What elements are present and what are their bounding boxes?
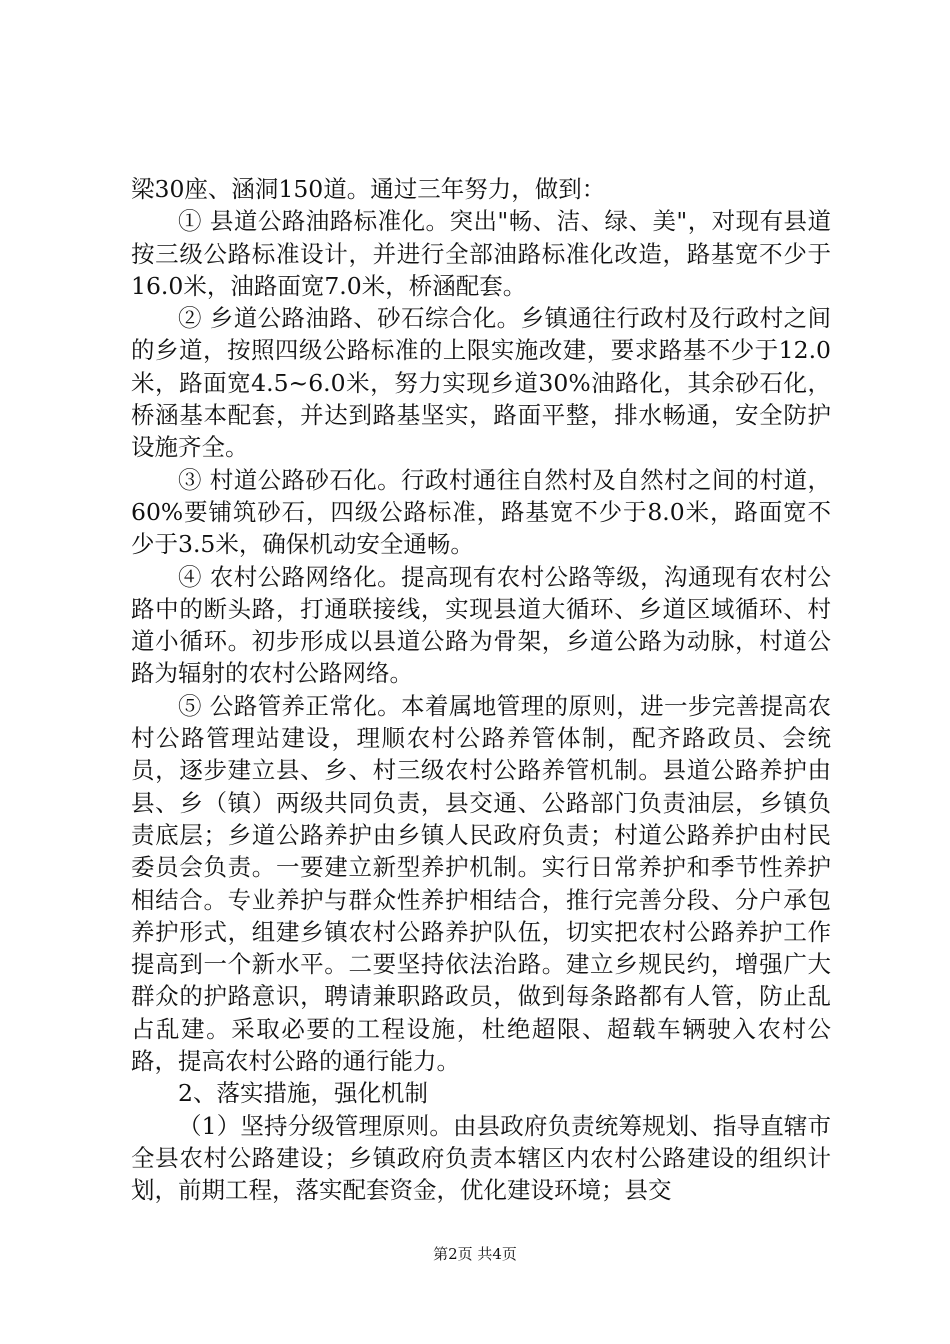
paragraph-item-5: ⑤ 公路管养正常化。本着属地管理的原则，进一步完善提高农村公路管理站建设，理顺农村公路养管体制，配齐路政员、会统员，逐步建立县、乡、村三级农村公路养管机制。县道公路养护由县、乡（镇）两级共同负责，县交通、公路部门负责油层，乡镇负责底层；乡道公路养护由乡镇人民政府负责；村道公路养护由村民委员会负责。一要建立新型养护机制。实行日常养护和季节性养护相结合。专业养护与群众性养护相结合，推行完善分段、分户承包养护形式，组建乡镇农村公路养护队伍，切实把农村公路养护工作提高到一个新水平。二要坚持依法治路。建立乡规民约，增强广大群众的护路意识，聘请兼职路政员，做到每条路都有人管，防止乱占乱建。采取必要的工程设施，杜绝超限、超载车辆驶入农村公路，提高农村公路的通行能力。 (131, 691, 831, 1076)
paragraph-subsection-1: （1）坚持分级管理原则。由县政府负责统筹规划、指导直辖市全县农村公路建设；乡镇政府负责本辖区内农村公路建设的组织计划，前期工程，落实配套资金，优化建设环境；县交 (131, 1111, 831, 1205)
document-body (131, 173, 831, 1207)
section-heading: 2、落实措施，强化机制 (178, 1079, 428, 1108)
page-number-footer: 第2页 共4页 (433, 1245, 517, 1263)
paragraph-item-4: ④ 农村公路网络化。提高现有农村公路等级，沟通现有农村公路中的断头路，打通联接线，实现县道大循环、乡道区域循环、村道小循环。初步形成以县道公路为骨架，乡道公路为动脉，村道公路为辐射的农村公路网络。 (131, 562, 831, 688)
paragraph-continuation: 梁30座、涵洞150道。通过三年努力，做到： (131, 175, 606, 203)
paragraph-item-3: ③ 村道公路砂石化。行政村通往自然村及自然村之间的村道，60%要铺筑砂石，四级公路标准，路基宽不少于8.0米，路面宽不少于3.5米，确保机动安全通畅。 (131, 465, 831, 559)
paragraph-item-1: ① 县道公路油路标准化。突出"畅、洁、绿、美"，对现有县道按三级公路标准设计，并进行全部油路标准化改造，路基宽不少于16.0米，油路面宽7.0米，桥涵配套。 (131, 207, 831, 300)
paragraph-item-2: ② 乡道公路油路、砂石综合化。乡镇通往行政村及行政村之间的乡道，按照四级公路标准的上限实施改建，要求路基不少于12.0米，路面宽4.5~6.0米，努力实现乡道30%油路化，其余砂石化，桥涵基本配套，并达到路基坚实，路面平整，排水畅通，安全防护设施齐全。 (131, 304, 831, 462)
